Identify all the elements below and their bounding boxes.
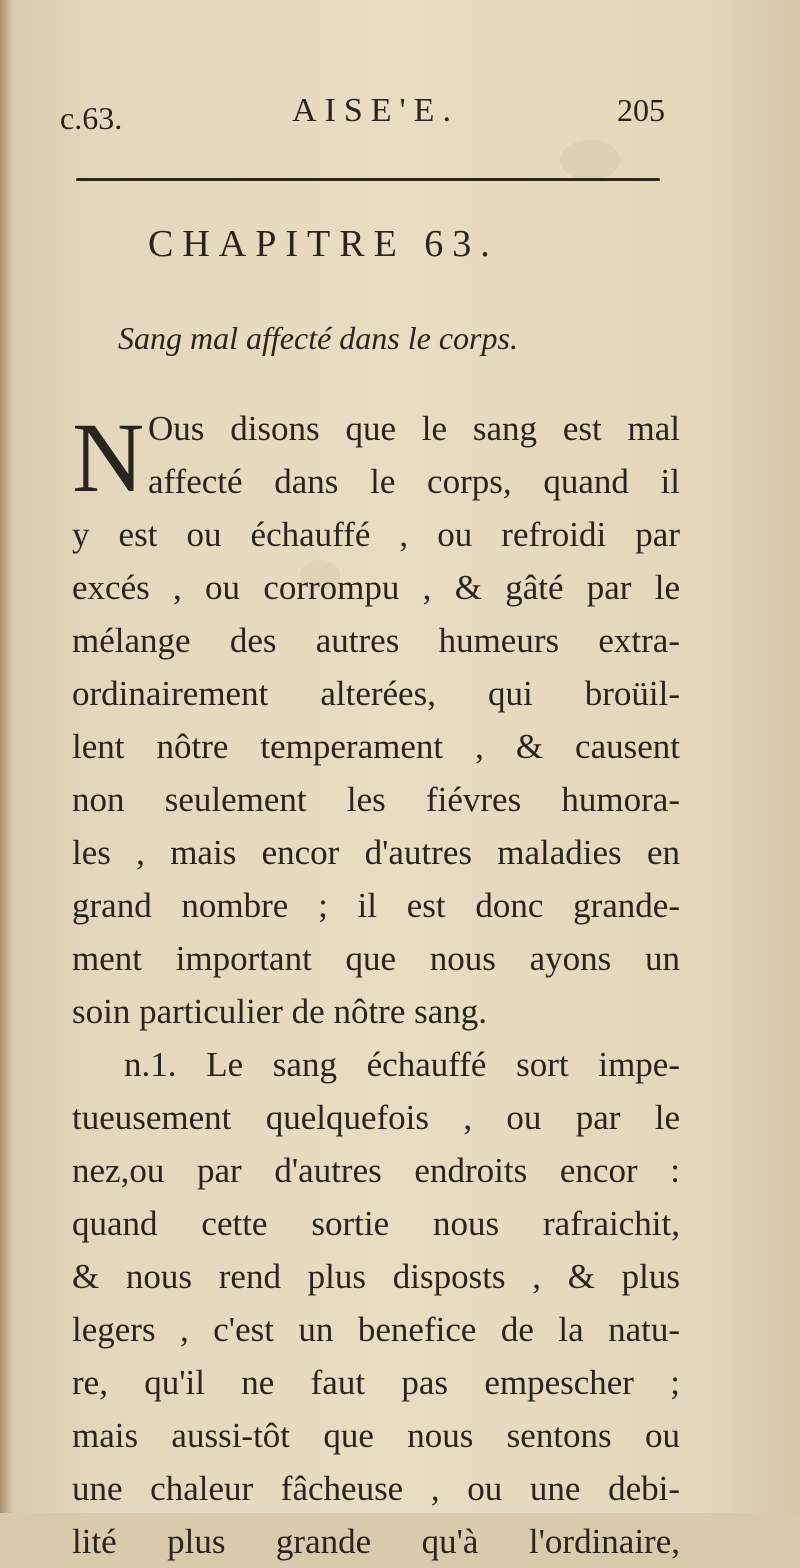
header-rule [76,178,660,181]
text-line: les , mais encor d'autres maladies en [72,833,680,872]
text-line: Ous disons que le sang est mal [148,409,680,448]
running-header [60,92,665,142]
page-number: 205 [617,92,665,128]
text-line: & nous rend plus disposts , & plus [72,1257,680,1296]
chapter-subtitle: Sang mal affecté dans le corps. [118,320,518,356]
text-line: y est ou échauffé , ou refroidi par [72,515,680,554]
running-title: AISE'E. [292,92,459,129]
text-line: lité plus grande qu'à l'ordinaire, [72,1522,680,1561]
body-text [72,402,680,1568]
text-line: affecté dans le corps, quand il [148,462,680,501]
text-line: une chaleur fâcheuse , ou une debi- [72,1469,680,1508]
text-line: ment important que nous ayons un [72,939,680,978]
drop-cap: N [72,402,145,513]
paper-stain [560,140,620,180]
text-line: soin particulier de nôtre sang. [72,992,488,1031]
text-line: grand nombre ; il est donc grande- [72,886,680,925]
text-line: n.1. Le sang échauffé sort impe- [124,1045,680,1084]
page-binding-edge [0,0,14,1513]
text-line: mélange des autres humeurs extra- [72,621,680,660]
paragraph-1 [72,402,680,1038]
text-line: quand cette sortie nous rafraichit, [72,1204,680,1243]
text-line: mais aussi-tôt que nous sentons ou [72,1416,680,1455]
text-line: non seulement les fiévres humora- [72,780,680,819]
text-line: re, qu'il ne faut pas empescher ; [72,1363,680,1402]
paragraph-2 [72,1038,680,1568]
text-line: legers , c'est un benefice de la natu- [72,1310,680,1349]
text-line: tueusement quelquefois , ou par le [72,1098,680,1137]
text-line: excés , ou corrompu , & gâté par le [72,568,680,607]
text-line: lent nôtre temperament , & causent [72,727,680,766]
chapter-heading: CHAPITRE 63. [148,223,499,265]
running-chapter-ref: c.63. [60,100,123,136]
text-line: ordinairement alterées, qui broüil- [72,674,680,713]
text-line: nez,ou par d'autres endroits encor : [72,1151,680,1190]
